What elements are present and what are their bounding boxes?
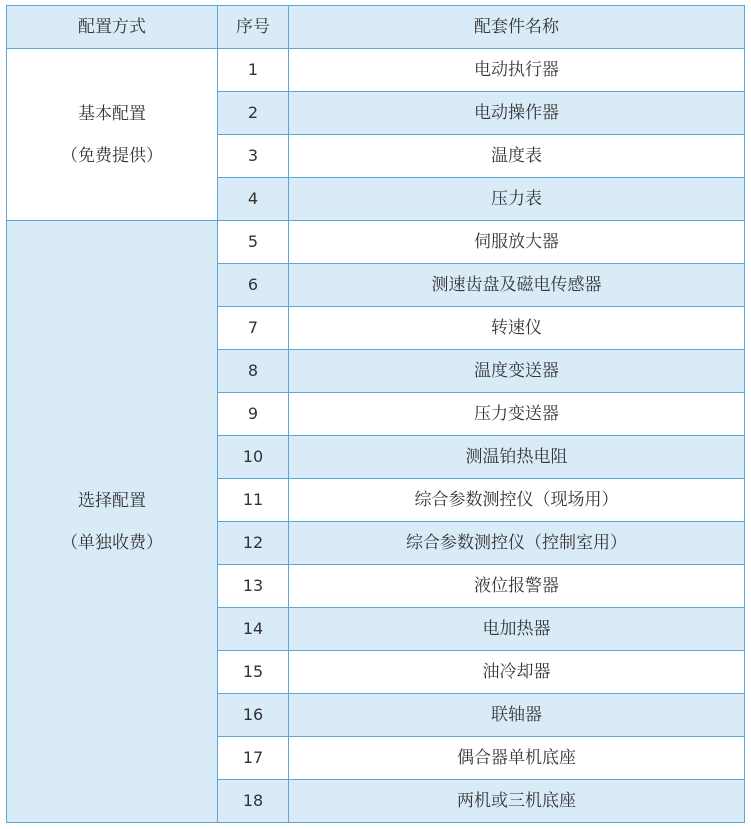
row-name: 电加热器: [289, 608, 745, 651]
row-index: 6: [218, 264, 289, 307]
row-index: 11: [218, 479, 289, 522]
row-index: 8: [218, 350, 289, 393]
group-basic-config: [7, 49, 218, 221]
row-index: 3: [218, 135, 289, 178]
group-subtitle: （免费提供）: [61, 145, 163, 166]
row-name: 转速仪: [289, 307, 745, 350]
row-index: 2: [218, 92, 289, 135]
row-name: 压力变送器: [289, 393, 745, 436]
row-name: 综合参数测控仪（现场用）: [289, 479, 745, 522]
row-index: 10: [218, 436, 289, 479]
row-name: 伺服放大器: [289, 221, 745, 264]
row-name: 油冷却器: [289, 651, 745, 694]
row-name: 电动操作器: [289, 92, 745, 135]
header-config-mode: 配置方式: [7, 6, 218, 49]
row-name: 温度变送器: [289, 350, 745, 393]
group-subtitle: （单独收费）: [61, 532, 163, 553]
row-name: 综合参数测控仪（控制室用）: [289, 522, 745, 565]
row-name: 联轴器: [289, 694, 745, 737]
row-name: 温度表: [289, 135, 745, 178]
row-name: 压力表: [289, 178, 745, 221]
row-name: 两机或三机底座: [289, 780, 745, 823]
group-title: 基本配置: [78, 103, 146, 124]
row-index: 18: [218, 780, 289, 823]
row-index: 17: [218, 737, 289, 780]
row-name: 液位报警器: [289, 565, 745, 608]
row-index: 16: [218, 694, 289, 737]
row-index: 9: [218, 393, 289, 436]
row-index: 15: [218, 651, 289, 694]
accessory-config-table: [6, 5, 745, 823]
group-title: 选择配置: [78, 490, 146, 511]
group-optional-config: [7, 221, 218, 823]
header-row: [7, 6, 745, 49]
row-index: 13: [218, 565, 289, 608]
row-index: 7: [218, 307, 289, 350]
row-index: 14: [218, 608, 289, 651]
row-name: 测速齿盘及磁电传感器: [289, 264, 745, 307]
row-name: 偶合器单机底座: [289, 737, 745, 780]
row-index: 1: [218, 49, 289, 92]
row-index: 12: [218, 522, 289, 565]
table-row: [7, 221, 745, 264]
row-name: 电动执行器: [289, 49, 745, 92]
header-accessory-name: 配套件名称: [289, 6, 745, 49]
table-row: [7, 49, 745, 92]
row-name: 测温铂热电阻: [289, 436, 745, 479]
row-index: 4: [218, 178, 289, 221]
header-index: 序号: [218, 6, 289, 49]
row-index: 5: [218, 221, 289, 264]
